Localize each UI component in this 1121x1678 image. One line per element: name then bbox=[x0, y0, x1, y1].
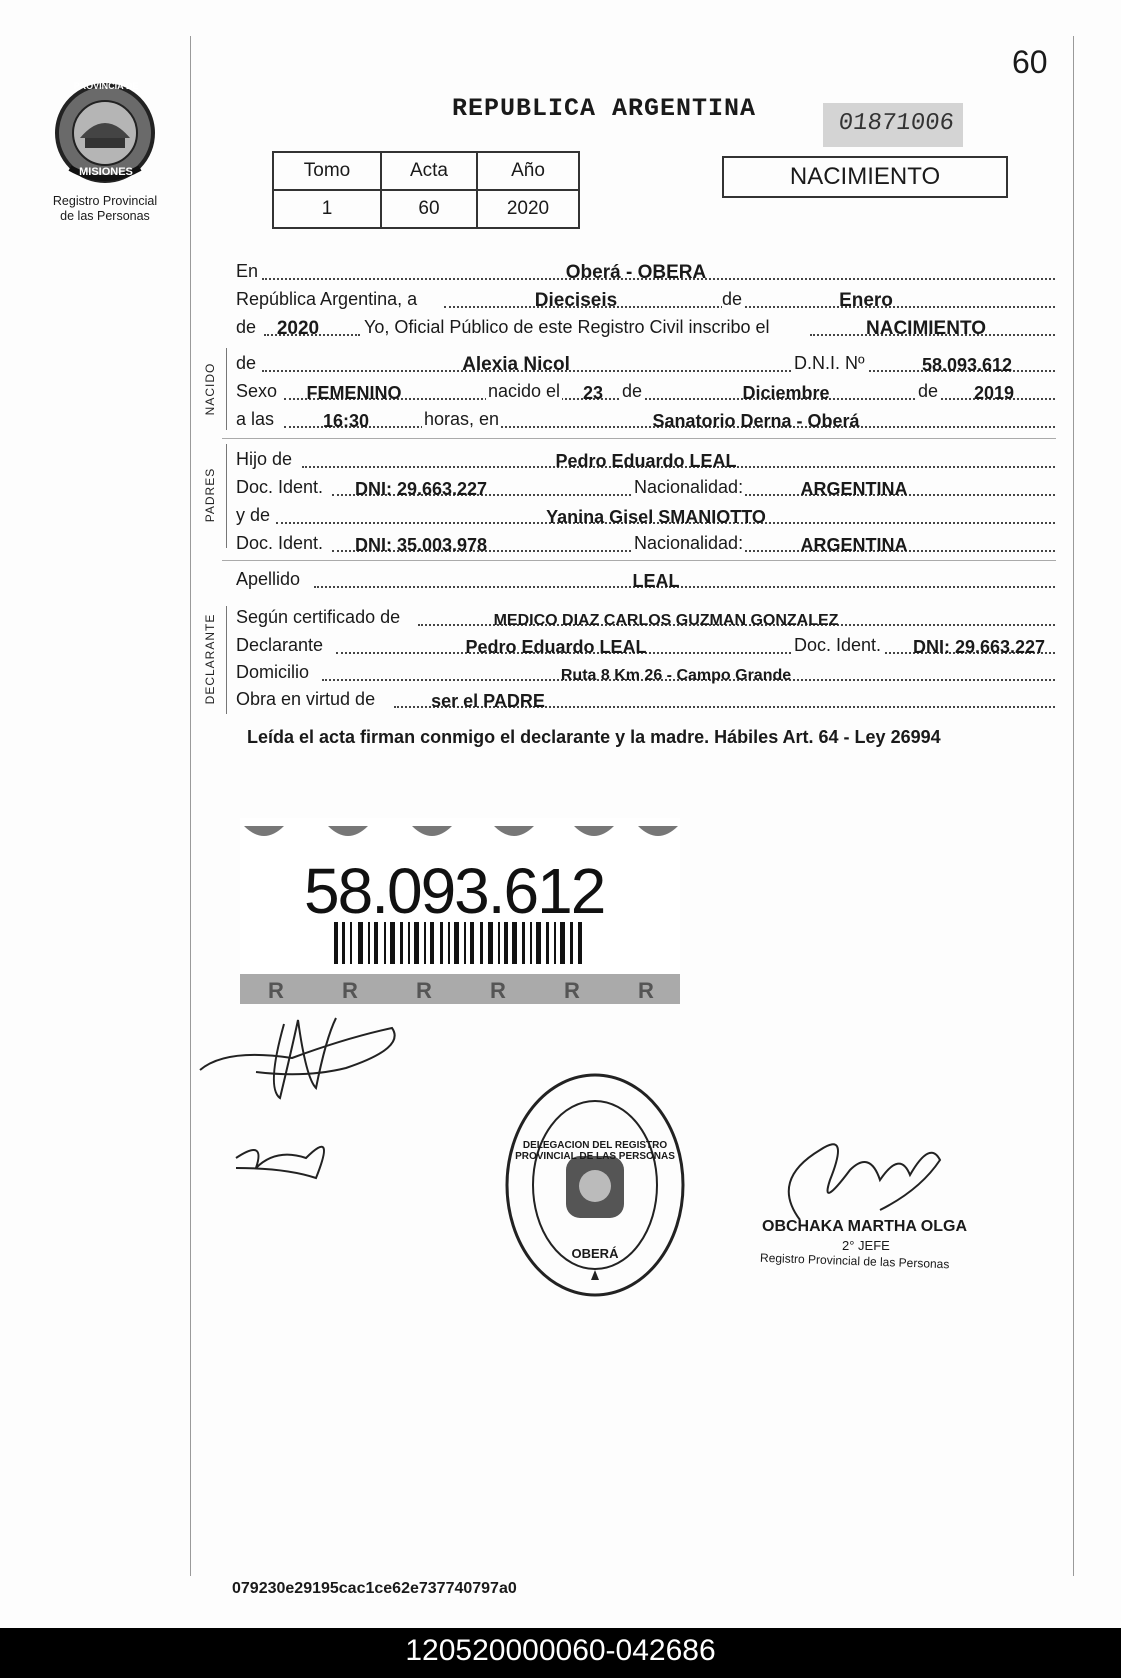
row-declarante bbox=[236, 634, 1055, 658]
row-sexo bbox=[236, 380, 1055, 404]
row-domicilio bbox=[236, 661, 1055, 685]
value-doc-madre: DNI: 35.003.978 bbox=[354, 535, 488, 555]
official-name: OBCHAKA MARTHA OLGA bbox=[762, 1218, 968, 1235]
official-org: Registro Provincial de las Personas bbox=[759, 1250, 950, 1272]
country-title: REPUBLICA ARGENTINA bbox=[452, 94, 757, 123]
value-madre: Yanina Gisel SMANIOTTO bbox=[546, 507, 766, 527]
row-madre bbox=[236, 504, 1055, 528]
value-apellido: LEAL bbox=[632, 571, 680, 591]
right-margin-line bbox=[1073, 36, 1074, 1576]
tomo-acta-anio-table bbox=[272, 151, 580, 229]
row-anio-inscripcion bbox=[236, 316, 1055, 340]
value-tipo-inscripcion: NACIMIENTO bbox=[866, 318, 986, 339]
label-doc-madre: Doc. Ident. bbox=[236, 533, 324, 553]
label-y-de: y de bbox=[236, 505, 271, 525]
value-dni-nacido: 58.093.612 bbox=[921, 355, 1013, 375]
registry-line-1: Registro Provincial bbox=[52, 194, 158, 208]
row-nombre bbox=[236, 352, 1055, 376]
label-sexo: Sexo bbox=[236, 381, 278, 401]
value-doc-padre: DNI: 29.663.227 bbox=[354, 479, 488, 499]
label-doc-padre: Doc. Ident. bbox=[236, 477, 324, 497]
serial-stamp bbox=[823, 103, 963, 147]
svg-text:R: R bbox=[268, 978, 284, 1003]
svg-text:R: R bbox=[490, 978, 506, 1003]
label-dni-nacido: D.N.I. Nº bbox=[794, 353, 865, 373]
page-number: 60 bbox=[1012, 44, 1048, 80]
label-de-anio-nac: de bbox=[918, 381, 939, 401]
stamp-text: DELEGACION DEL REGISTRO PROVINCIAL DE LAS PERSONAS bbox=[515, 1140, 675, 1162]
label-horas-en: horas, en bbox=[424, 409, 500, 429]
stamp-city: OBERÁ bbox=[571, 1246, 619, 1261]
label-en: En bbox=[236, 261, 259, 281]
label-certificado: Según certificado de bbox=[236, 607, 401, 627]
signature-declarante bbox=[196, 1008, 416, 1188]
row-padre bbox=[236, 448, 1055, 472]
label-domicilio: Domicilio bbox=[236, 662, 310, 682]
label-a-las: a las bbox=[236, 409, 275, 429]
label-de-nombre: de bbox=[236, 353, 257, 373]
value-lugar-registro: Oberá - OBERA bbox=[565, 262, 707, 283]
table-row bbox=[273, 190, 579, 228]
footer-bar bbox=[0, 1628, 1121, 1678]
table-cell-anio: 2020 bbox=[477, 190, 579, 228]
section-label-padres: PADRES bbox=[203, 467, 217, 523]
row-obra bbox=[236, 688, 1055, 712]
value-certificado: MEDICO DIAZ CARLOS GUZMAN GONZALEZ bbox=[493, 612, 839, 629]
divider bbox=[222, 560, 1056, 561]
section-label-declarante: DECLARANTE bbox=[203, 613, 217, 705]
svg-text:R: R bbox=[638, 978, 654, 1003]
signature-official bbox=[760, 1120, 960, 1230]
label-obra: Obra en virtud de bbox=[236, 689, 376, 709]
divider bbox=[222, 438, 1056, 439]
label-republica: República Argentina, a bbox=[236, 289, 418, 309]
document-hash: 079230e29195cac1ce62e737740797a0 bbox=[232, 1580, 517, 1597]
value-sexo: FEMENINO bbox=[306, 383, 402, 403]
value-doc-declarante: DNI: 29.663.227 bbox=[912, 637, 1046, 657]
table-header-tomo: Tomo bbox=[273, 152, 381, 190]
label-de-anio: de bbox=[236, 317, 257, 337]
label-apellido: Apellido bbox=[236, 569, 301, 589]
row-republica bbox=[236, 288, 1055, 312]
value-hora-nacimiento: 16:30 bbox=[322, 411, 370, 431]
left-margin-line bbox=[190, 36, 191, 1576]
row-certificado bbox=[236, 606, 1055, 630]
value-anio-inscripcion: 2020 bbox=[276, 318, 320, 339]
padres-bracket bbox=[226, 444, 227, 548]
declarante-bracket bbox=[226, 606, 227, 714]
table-header-row bbox=[273, 152, 579, 190]
closing-text: Leída el acta firman conmigo el declarante y la madre. Hábiles Art. 64 - Ley 26994 bbox=[247, 727, 941, 747]
value-dia-inscripcion: Dieciseis bbox=[534, 290, 618, 311]
value-lugar-nacimiento: Sanatorio Derna - Oberá bbox=[652, 411, 860, 431]
value-nombre-nacido: Alexia Nicol bbox=[462, 354, 570, 375]
section-label-nacido: NACIDO bbox=[203, 362, 217, 416]
document-type-box: NACIMIENTO bbox=[722, 156, 1008, 198]
row-en bbox=[236, 260, 1055, 284]
serial-number: 01871006 bbox=[837, 110, 956, 137]
table-cell-acta: 60 bbox=[381, 190, 477, 228]
svg-text:R: R bbox=[342, 978, 358, 1003]
label-nacionalidad-madre: Nacionalidad: bbox=[634, 533, 744, 553]
table-header-acta: Acta bbox=[381, 152, 477, 190]
sticker-number: 58.093.612 bbox=[304, 855, 605, 927]
label-yo-oficial: Yo, Oficial Público de este Registro Civil inscribo el bbox=[364, 317, 770, 337]
dni-sticker bbox=[240, 818, 680, 1004]
value-obra: ser el PADRE bbox=[431, 691, 545, 711]
registry-stamp bbox=[500, 1070, 690, 1300]
registry-line-2: de las Personas bbox=[60, 209, 150, 223]
svg-text:R: R bbox=[564, 978, 580, 1003]
nacido-bracket bbox=[226, 348, 227, 430]
label-doc-declarante: Doc. Ident. bbox=[794, 635, 882, 655]
value-mes-nacimiento: Diciembre bbox=[742, 383, 830, 403]
value-nacionalidad-padre: ARGENTINA bbox=[800, 479, 908, 499]
label-declarante: Declarante bbox=[236, 635, 324, 655]
seal-bottom-text: MISIONES bbox=[79, 166, 133, 178]
row-apellido bbox=[236, 568, 1055, 592]
value-mes-inscripcion: Enero bbox=[839, 290, 893, 311]
official-title: 2° JEFE bbox=[842, 1238, 890, 1253]
value-anio-nacimiento: 2019 bbox=[973, 383, 1015, 403]
label-hijo-de: Hijo de bbox=[236, 449, 293, 469]
footer-code: 120520000060-042686 bbox=[405, 1634, 716, 1667]
value-declarante: Pedro Eduardo LEAL bbox=[465, 637, 647, 657]
row-padre-doc bbox=[236, 476, 1055, 500]
label-de-mes: de bbox=[722, 289, 743, 309]
value-nacionalidad-madre: ARGENTINA bbox=[800, 535, 908, 555]
row-hora-lugar bbox=[236, 408, 1055, 432]
value-padre: Pedro Eduardo LEAL bbox=[555, 451, 737, 471]
label-nacido-el: nacido el bbox=[488, 381, 561, 401]
row-madre-doc bbox=[236, 532, 1055, 556]
table-header-anio: Año bbox=[477, 152, 579, 190]
value-dia-nacimiento: 23 bbox=[582, 383, 604, 403]
label-nacionalidad-padre: Nacionalidad: bbox=[634, 477, 744, 497]
table-cell-tomo: 1 bbox=[273, 190, 381, 228]
label-de-mes-nac: de bbox=[622, 381, 643, 401]
seal-top-text: PROVINCIA DE bbox=[73, 81, 139, 91]
svg-text:R: R bbox=[416, 978, 432, 1003]
value-domicilio: Ruta 8 Km 26 - Campo Grande bbox=[560, 667, 792, 684]
registry-label bbox=[30, 194, 180, 224]
